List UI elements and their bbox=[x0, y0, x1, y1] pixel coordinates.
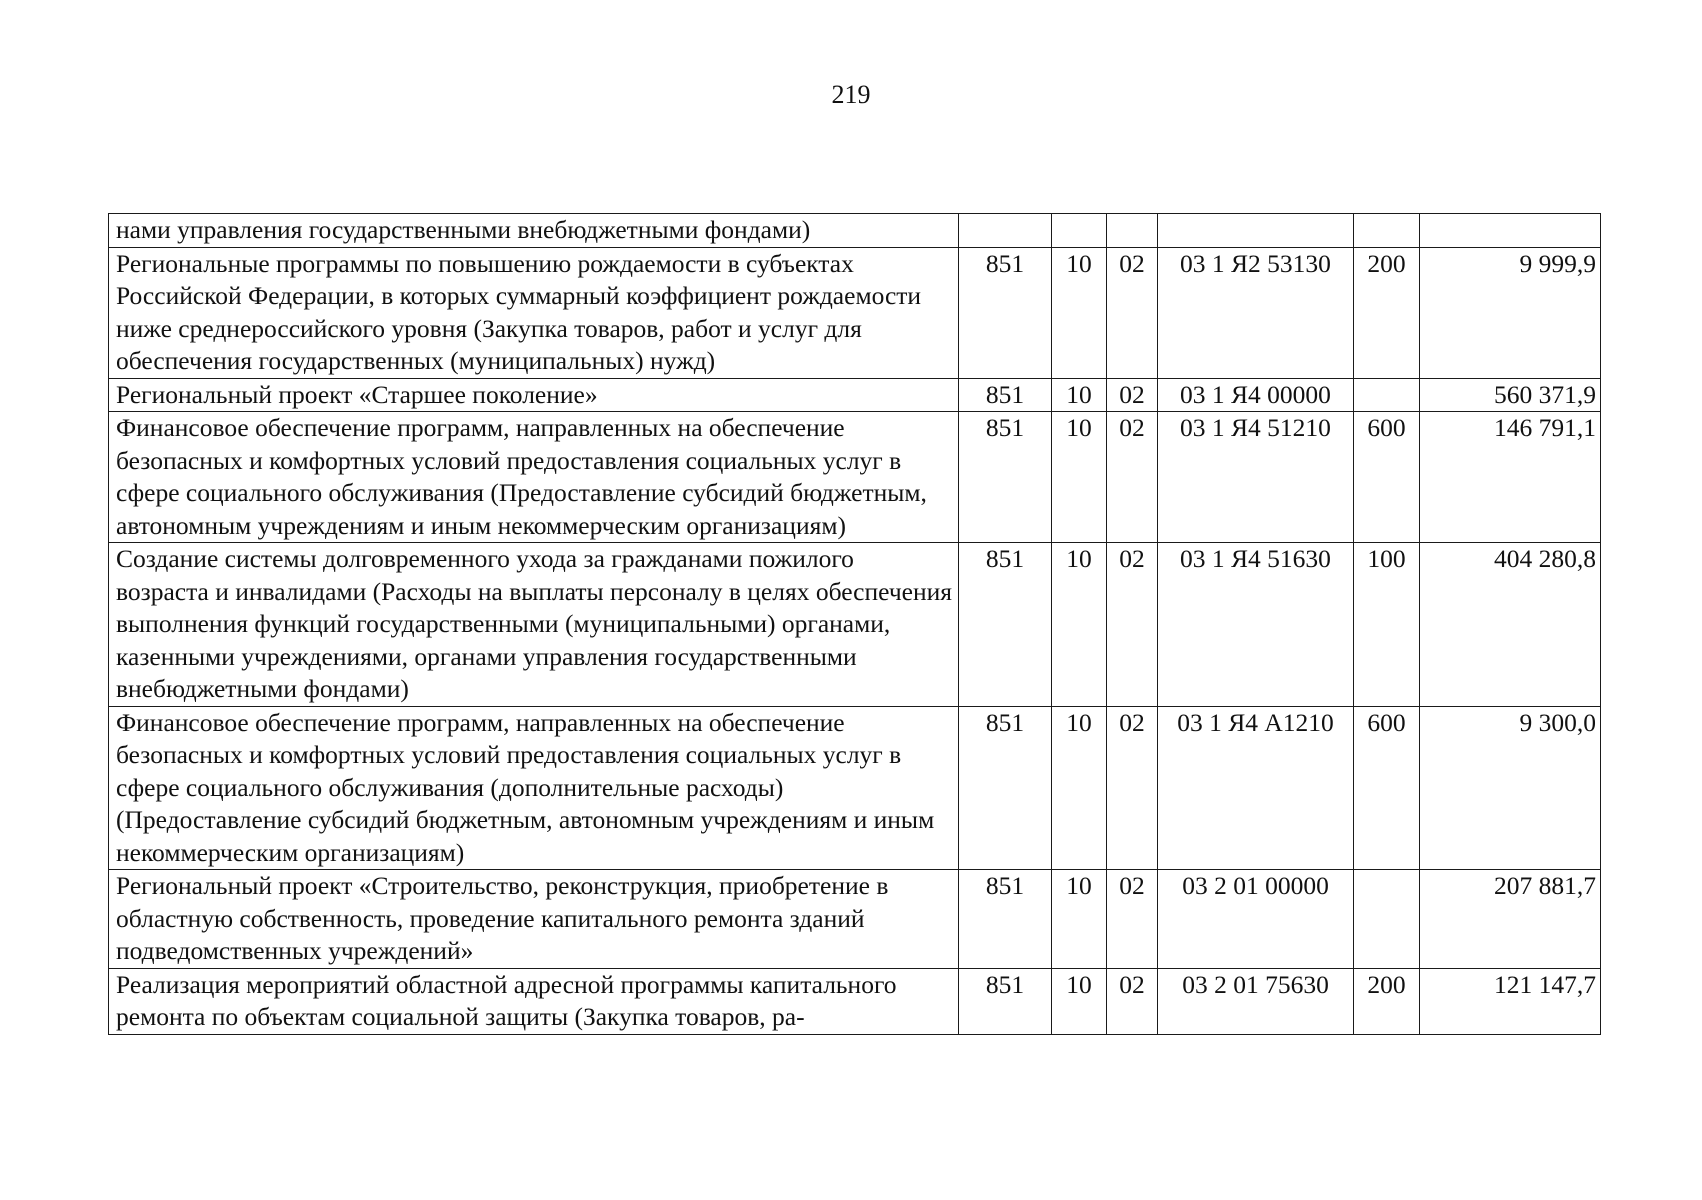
expense-type-code: 200 bbox=[1354, 247, 1420, 378]
subsection-code: 02 bbox=[1107, 543, 1158, 707]
subsection-code bbox=[1107, 214, 1158, 248]
ministry-code: 851 bbox=[959, 247, 1052, 378]
section-code: 10 bbox=[1052, 706, 1107, 870]
target-article-code: 03 2 01 75630 bbox=[1158, 968, 1354, 1034]
row-description: Создание системы долговременного ухода за гражданами пожилого возраста и инвалидами (Расходы на выплаты персоналу в целях обеспечения выполнения функций государственными (муниципальными) органами, казенными учреждениями, органами управления государственными внебюджетными фондами) bbox=[109, 543, 959, 707]
subsection-code: 02 bbox=[1107, 378, 1158, 412]
row-description: нами управления государственными внебюджетными фондами) bbox=[109, 214, 959, 248]
expense-type-code: 100 bbox=[1354, 543, 1420, 707]
expense-type-code bbox=[1354, 378, 1420, 412]
ministry-code: 851 bbox=[959, 378, 1052, 412]
target-article-code bbox=[1158, 214, 1354, 248]
amount-value: 404 280,8 bbox=[1420, 543, 1601, 707]
table-row bbox=[109, 870, 1601, 969]
ministry-code bbox=[959, 214, 1052, 248]
section-code: 10 bbox=[1052, 412, 1107, 543]
section-code: 10 bbox=[1052, 378, 1107, 412]
table-row bbox=[109, 543, 1601, 707]
ministry-code: 851 bbox=[959, 968, 1052, 1034]
amount-value: 560 371,9 bbox=[1420, 378, 1601, 412]
amount-value: 9 999,9 bbox=[1420, 247, 1601, 378]
row-description: Региональный проект «Строительство, реконструкция, приобретение в областную собственность, проведение капитального ремонта зданий подведомственных учреждений» bbox=[109, 870, 959, 969]
target-article-code: 03 2 01 00000 bbox=[1158, 870, 1354, 969]
table-row bbox=[109, 378, 1601, 412]
ministry-code: 851 bbox=[959, 870, 1052, 969]
row-description: Региональный проект «Старшее поколение» bbox=[109, 378, 959, 412]
row-description: Финансовое обеспечение программ, направленных на обеспечение безопасных и комфортных условий предоставления социальных услуг в сфере социального обслуживания (дополнительные расходы) (Предоставление субсидий бюджетным, автономным учреждениям и иным некоммерческим организациям) bbox=[109, 706, 959, 870]
subsection-code: 02 bbox=[1107, 968, 1158, 1034]
row-description: Региональные программы по повышению рождаемости в субъектах Российской Федерации, в которых суммарный коэффициент рождаемости ниже среднероссийского уровня (Закупка товаров, работ и услуг для обеспечения государственных (муниципальных) нужд) bbox=[109, 247, 959, 378]
ministry-code: 851 bbox=[959, 543, 1052, 707]
target-article-code: 03 1 Я2 53130 bbox=[1158, 247, 1354, 378]
table-row bbox=[109, 968, 1601, 1034]
expense-type-code bbox=[1354, 214, 1420, 248]
section-code bbox=[1052, 214, 1107, 248]
table-row bbox=[109, 412, 1601, 543]
amount-value: 9 300,0 bbox=[1420, 706, 1601, 870]
target-article-code: 03 1 Я4 51210 bbox=[1158, 412, 1354, 543]
expense-type-code: 600 bbox=[1354, 412, 1420, 543]
table-row bbox=[109, 706, 1601, 870]
subsection-code: 02 bbox=[1107, 247, 1158, 378]
subsection-code: 02 bbox=[1107, 870, 1158, 969]
section-code: 10 bbox=[1052, 968, 1107, 1034]
section-code: 10 bbox=[1052, 870, 1107, 969]
page-number: 219 bbox=[831, 80, 871, 109]
target-article-code: 03 1 Я4 А1210 bbox=[1158, 706, 1354, 870]
row-description: Финансовое обеспечение программ, направленных на обеспечение безопасных и комфортных условий предоставления социальных услуг в сфере социального обслуживания (Предоставление субсидий бюджетным, автономным учреждениям и иным некоммерческим организациям) bbox=[109, 412, 959, 543]
expense-type-code: 600 bbox=[1354, 706, 1420, 870]
expense-type-code: 200 bbox=[1354, 968, 1420, 1034]
subsection-code: 02 bbox=[1107, 412, 1158, 543]
subsection-code: 02 bbox=[1107, 706, 1158, 870]
section-code: 10 bbox=[1052, 247, 1107, 378]
amount-value: 146 791,1 bbox=[1420, 412, 1601, 543]
amount-value: 207 881,7 bbox=[1420, 870, 1601, 969]
amount-value: 121 147,7 bbox=[1420, 968, 1601, 1034]
expense-type-code bbox=[1354, 870, 1420, 969]
row-description: Реализация мероприятий областной адресной программы капитального ремонта по объектам социальной защиты (Закупка товаров, ра- bbox=[109, 968, 959, 1034]
target-article-code: 03 1 Я4 00000 bbox=[1158, 378, 1354, 412]
ministry-code: 851 bbox=[959, 412, 1052, 543]
table-row bbox=[109, 214, 1601, 248]
amount-value bbox=[1420, 214, 1601, 248]
target-article-code: 03 1 Я4 51630 bbox=[1158, 543, 1354, 707]
ministry-code: 851 bbox=[959, 706, 1052, 870]
section-code: 10 bbox=[1052, 543, 1107, 707]
table-row bbox=[109, 247, 1601, 378]
budget-table bbox=[108, 213, 1601, 1035]
